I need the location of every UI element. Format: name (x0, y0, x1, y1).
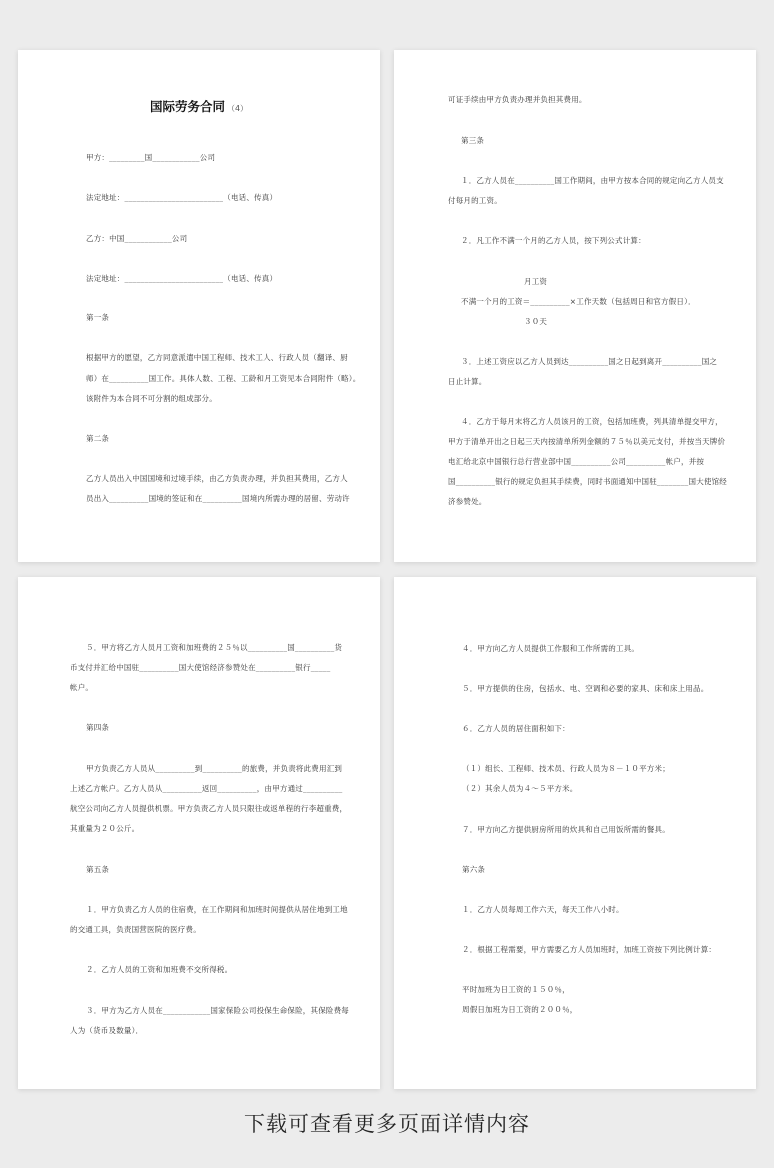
paragraph-line: 人为（货币及数量）． (70, 1026, 144, 1035)
paragraph-line: 电汇给北京中国银行总行营业部中国__________公司__________帐户，并按 (448, 457, 705, 466)
paragraph-line: ５．甲方提供的住房，包括水、电、空调和必要的家具、床和床上用品。 (462, 684, 709, 693)
article-heading: 第六条 (462, 865, 486, 874)
paragraph-line: ３．上述工资应以乙方人员到达__________国之日起到离开__________国之 (461, 357, 718, 366)
paragraph-line: ６．乙方人员的居住面积如下： (462, 724, 570, 733)
paragraph-line: 航空公司向乙方人员提供机票。甲方负责乙方人员只限往或返单程的行李超重费， (70, 804, 348, 813)
paragraph-line: 国__________银行的规定负担其手续费，同时书面通知中国驻________国大使馆经 (448, 477, 727, 486)
formula-denominator: ３０天 (524, 317, 548, 326)
paragraph-line: ７．甲方向乙方提供厨房所用的炊具和自己用饭所需的餐具。 (462, 825, 670, 834)
document-page-3 (18, 577, 380, 1089)
formula-numerator: 月工资 (524, 277, 548, 286)
document-title: 国际劳务合同 （4） (149, 99, 249, 114)
paragraph-line: １．乙方人员在__________国工作期间，由甲方按本合同的规定向乙方人员支 (461, 176, 724, 185)
document-page-4 (394, 577, 756, 1089)
paragraph-line: ２．乙方人员的工资和加班费不交所得税。 (86, 965, 233, 974)
article-heading: 第三条 (461, 136, 485, 145)
download-more-caption: 下载可查看更多页面详情内容 (244, 1112, 530, 1136)
paragraph-line: 日止计算。 (448, 377, 487, 386)
paragraph-line: ２．凡工作不满一个月的乙方人员，按下列公式计算： (461, 236, 646, 245)
party-b-address: 法定地址：_________________________（电话、传真） (86, 274, 278, 283)
paragraph-line: 该附件为本合同不可分割的组成部分。 (86, 394, 217, 403)
paragraph-line: ４．甲方向乙方人员提供工作服和工作所需的工具。 (462, 644, 640, 653)
paragraph-line: 其重量为２０公斤。 (70, 824, 140, 833)
paragraph-line: 根据甲方的愿望，乙方同意派遣中国工程师、技术工人、行政人员（翻译、厨 (86, 353, 348, 362)
document-page-2 (394, 50, 756, 562)
party-b-line: 乙方：中国____________公司 (86, 234, 188, 243)
article-heading: 第五条 (86, 865, 110, 874)
party-a-line: 甲方：_________国____________公司 (86, 153, 216, 162)
paragraph-line: ４．乙方于每月末将乙方人员该月的工资，包括加班费，列具清单提交甲方， (461, 417, 723, 426)
paragraph-line: 付每月的工资。 (448, 196, 502, 205)
document-page-1 (18, 50, 380, 562)
paragraph-line: 师）在__________国工作。具体人数、工程、工龄和月工资见本合同附件（略）。 (86, 374, 361, 383)
party-a-address: 法定地址：_________________________（电话、传真） (86, 193, 278, 202)
paragraph-line: ２．根据工程需要，甲方需要乙方人员加班时，加班工资按下列比例计算： (462, 945, 717, 954)
paragraph-line: 帐户。 (70, 683, 94, 692)
paragraph-line: １．甲方负责乙方人员的住宿费，在工作期间和加班时间提供从居住地到工地 (86, 905, 348, 914)
paragraph-line: 的交通工具，负责国营医院的医疗费。 (70, 925, 201, 934)
article-heading: 第二条 (86, 434, 110, 443)
paragraph-line: 甲方于清单开出之日起三天内按清单所列金额的７５％以美元支付，并按当天牌价 (448, 437, 726, 446)
paragraph-line: 济参赞处。 (448, 497, 487, 506)
paragraph-line: 币支付并汇给中国驻__________国大使馆经济参赞处在__________银行_____ (70, 663, 331, 672)
paragraph-line: ３．甲方为乙方人员在____________国家保险公司投保生命保险，其保险费每 (86, 1006, 349, 1015)
paragraph-line: 乙方人员出入中国国境和过境手续，由乙方负责办理，并负担其费用，乙方人 (86, 474, 348, 483)
paragraph-line: 甲方负责乙方人员从__________到__________的旅费，并负责将此费用汇到 (86, 764, 343, 773)
paragraph-line: 平时加班为日工资的１５０％， (462, 985, 570, 994)
paragraph-line: １．乙方人员每周工作六天，每天工作八小时。 (462, 905, 624, 914)
formula-line: 不满一个月的工资＝__________×工作天数（包括周日和官方假日）． (461, 297, 696, 306)
paragraph-line: ５．甲方将乙方人员月工资和加班费的２５％以__________国__________货 (86, 643, 343, 652)
paragraph-line: 周假日加班为日工资的２００％， (462, 1005, 578, 1014)
article-heading: 第一条 (86, 313, 110, 322)
paragraph-line: （２）其余人员为４～５平方米。 (462, 784, 578, 793)
paragraph-line: 员出入__________国境的签证和在__________国境内所需办理的居留、劳动许 (86, 494, 350, 503)
paragraph-line: 可证手续由甲方负责办理并负担其费用。 (448, 95, 587, 104)
paragraph-line: 上述乙方帐户。乙方人员从__________返回__________，由甲方通过__________ (70, 784, 343, 793)
paragraph-line: （１）组长、工程师、技术员、行政人员为８－１０平方米； (462, 764, 670, 773)
article-heading: 第四条 (86, 723, 110, 732)
